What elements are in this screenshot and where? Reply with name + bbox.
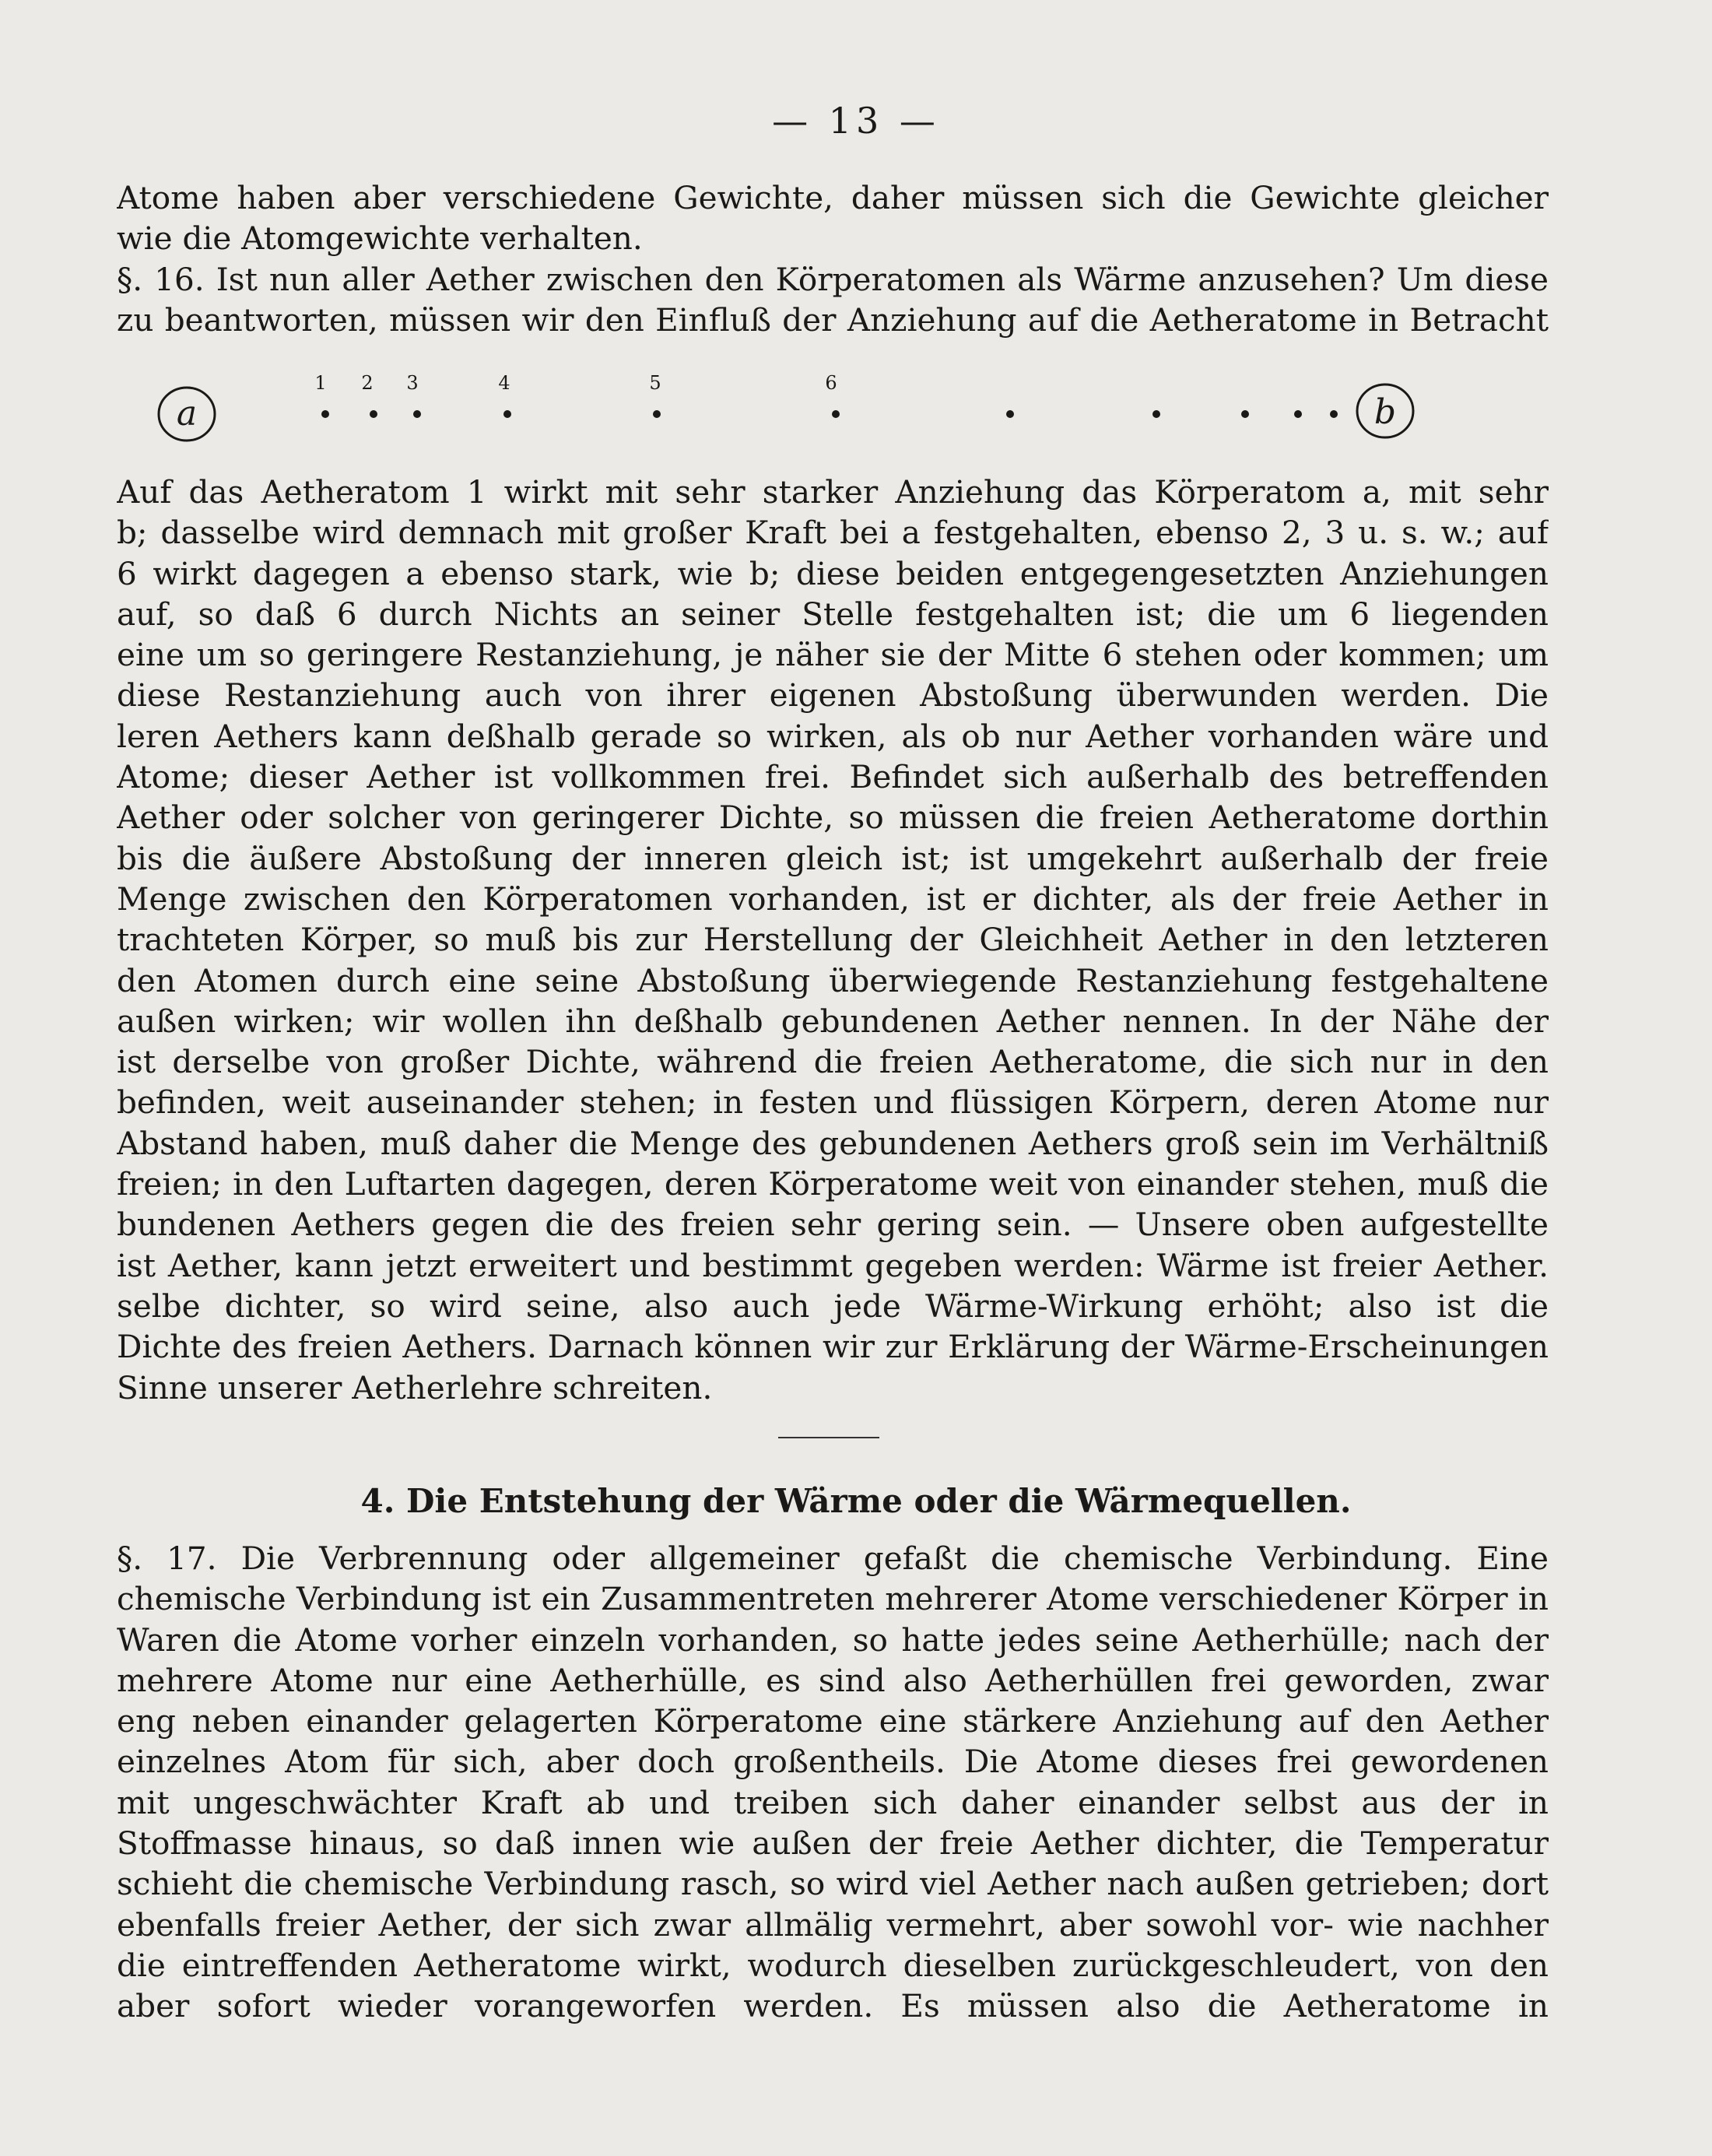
aether-atom-label-5: 5 — [649, 372, 661, 394]
text-line: Atome haben aber verschiedene Gewichte, daher müssen sich die Gewichte gleicher — [117, 179, 1549, 216]
text-line: eine um so geringere Restanziehung, je näher sie der Mitte 6 stehen oder kommen; um — [117, 636, 1549, 674]
text-line: trachteten Körper, so muß bis zur Herstellung der Gleichheit Aether in den letzteren — [117, 921, 1549, 959]
aether-atom-dot — [1006, 410, 1014, 418]
aether-atom-dot — [503, 410, 511, 418]
aether-atom-dot — [1152, 410, 1160, 418]
text-line: mit ungeschwächter Kraft ab und treiben sich daher einander selbst aus der in — [117, 1783, 1549, 1821]
aether-atom-label-4: 4 — [498, 372, 510, 394]
text-line: bis die äußere Abstoßung der inneren gleich ist; ist umgekehrt außerhalb der freie — [117, 839, 1549, 877]
text-line: den Atomen durch eine seine Abstoßung überwiegende Restanziehung festgehaltene — [117, 961, 1549, 999]
text-line: mehrere Atome nur eine Aetherhülle, es sind also Aetherhüllen frei geworden, zwar — [117, 1661, 1549, 1699]
text-line: ebenfalls freier Aether, der sich zwar allmälig vermehrt, aber sowohl vor- wie nachher — [117, 1905, 1549, 1944]
text-line: befinden, weit auseinander stehen; in festen und flüssigen Körpern, deren Atome nur — [117, 1083, 1549, 1122]
aether-atom-label-6: 6 — [825, 372, 837, 394]
text-line: 6 wirkt dagegen a ebenso stark, wie b; diese beiden entgegengesetzten Anziehungen — [117, 554, 1549, 592]
text-line: eng neben einander gelagerten Körperatome eine stärkere Anziehung auf den Aether — [117, 1702, 1549, 1740]
section-divider — [778, 1437, 879, 1438]
text-line: auf, so daß 6 durch Nichts an seiner Stelle festgehalten ist; die um 6 liegenden — [117, 595, 1549, 633]
aether-atom-dot — [321, 410, 329, 418]
aether-atom-dot — [832, 410, 840, 418]
aether-atom-label-3: 3 — [406, 372, 419, 394]
top-text-block — [117, 177, 1549, 340]
text-line: Atome; dieser Aether ist vollkommen frei. Befindet sich außerhalb des betreffenden — [117, 758, 1549, 796]
text-line: Waren die Atome vorher einzeln vorhanden, so hatte jedes seine Aetherhülle; nach der — [117, 1621, 1549, 1659]
text-line: Stoffmasse hinaus, so daß innen wie außen der freie Aether dichter, die Temperatur — [117, 1824, 1549, 1863]
aether-atom-dot — [413, 410, 421, 418]
text-line: §. 16. Ist nun aller Aether zwischen den Körperatomen als Wärme anzusehen? Um diese — [117, 260, 1549, 298]
text-line: diese Restanziehung auch von ihrer eigenen Abstoßung überwunden werden. Die — [117, 676, 1549, 715]
text-line: ist Aether, kann jetzt erweitert und bestimmt gegeben werden: Wärme ist freier Aether. — [117, 1246, 1549, 1284]
atom-diagram — [117, 366, 1549, 459]
text-line: wie die Atomgewichte verhalten. — [117, 219, 643, 258]
aether-atom-dot — [1241, 410, 1249, 418]
text-line: b; dasselbe wird demnach mit großer Kraft bei a festgehalten, ebenso 2, 3 u. s. w.; auf — [117, 514, 1549, 552]
text-line: die eintreffenden Aetheratome wirkt, wodurch dieselben zurückgeschleudert, von den — [117, 1946, 1549, 1984]
text-line: Auf das Aetheratom 1 wirkt mit sehr starker Anziehung das Körperatom a, mit sehr — [117, 473, 1549, 511]
main-paragraph — [117, 472, 1549, 1408]
atom-a-label: a — [176, 394, 198, 434]
aether-atom-dot — [1294, 410, 1302, 418]
text-line: leren Aethers kann deßhalb gerade so wirken, als ob nur Aether vorhanden wäre und — [117, 717, 1549, 755]
page-number: — 13 — — [772, 100, 940, 142]
text-line: schieht die chemische Verbindung rasch, so wird viel Aether nach außen getrieben; dort — [117, 1865, 1549, 1903]
text-line: Sinne unserer Aetherlehre schreiten. — [117, 1368, 713, 1406]
aether-atom-dot — [653, 410, 661, 418]
text-line: freien; in den Luftarten dagegen, deren Körperatome weit von einander stehen, muß die — [117, 1165, 1549, 1203]
text-line: ist derselbe von großer Dichte, während die freien Aetheratome, die sich nur in den — [117, 1043, 1549, 1081]
aether-atom-dot — [1330, 410, 1338, 418]
atom-b-label: b — [1373, 392, 1397, 432]
text-line: Abstand haben, muß daher die Menge des gebundenen Aethers groß sein im Verhältniß — [117, 1124, 1549, 1162]
aether-atom-dot — [370, 410, 377, 418]
text-line: zu beantworten, müssen wir den Einfluß der Anziehung auf die Aetheratome in Betracht — [117, 300, 1549, 339]
text-line: chemische Verbindung ist ein Zusammentreten mehrerer Atome verschiedener Körper in — [117, 1580, 1549, 1618]
text-line: selbe dichter, so wird seine, also auch jede Wärme-Wirkung erhöht; also ist die — [117, 1287, 1549, 1325]
text-line: Dichte des freien Aethers. Darnach können wir zur Erklärung der Wärme-Erscheinungen — [117, 1328, 1549, 1366]
text-line: Aether oder solcher von geringerer Dichte, so müssen die freien Aetheratome dorthin — [117, 799, 1549, 837]
aether-atom-label-1: 1 — [314, 372, 327, 394]
text-line: bundenen Aethers gegen die des freien sehr gering sein. — Unsere oben aufgestellte — [117, 1206, 1549, 1244]
section-heading: 4. Die Entstehung der Wärme oder die Wärmequellen. — [360, 1482, 1352, 1520]
text-line: außen wirken; wir wollen ihn deßhalb gebundenen Aether nennen. In der Nähe der — [117, 1002, 1549, 1040]
text-line: §. 17. Die Verbrennung oder allgemeiner gefaßt die chemische Verbindung. Eine — [117, 1540, 1549, 1577]
section-17-paragraph — [117, 1538, 1549, 2027]
text-line: aber sofort wieder vorangeworfen werden. Es müssen also die Aetheratome in — [117, 1987, 1549, 2025]
text-line: einzelnes Atom für sich, aber doch großentheils. Die Atome dieses frei gewordenen — [117, 1743, 1549, 1781]
aether-atom-label-2: 2 — [361, 372, 374, 394]
text-line: Menge zwischen den Körperatomen vorhanden, ist er dichter, als der freie Aether in — [117, 880, 1549, 918]
